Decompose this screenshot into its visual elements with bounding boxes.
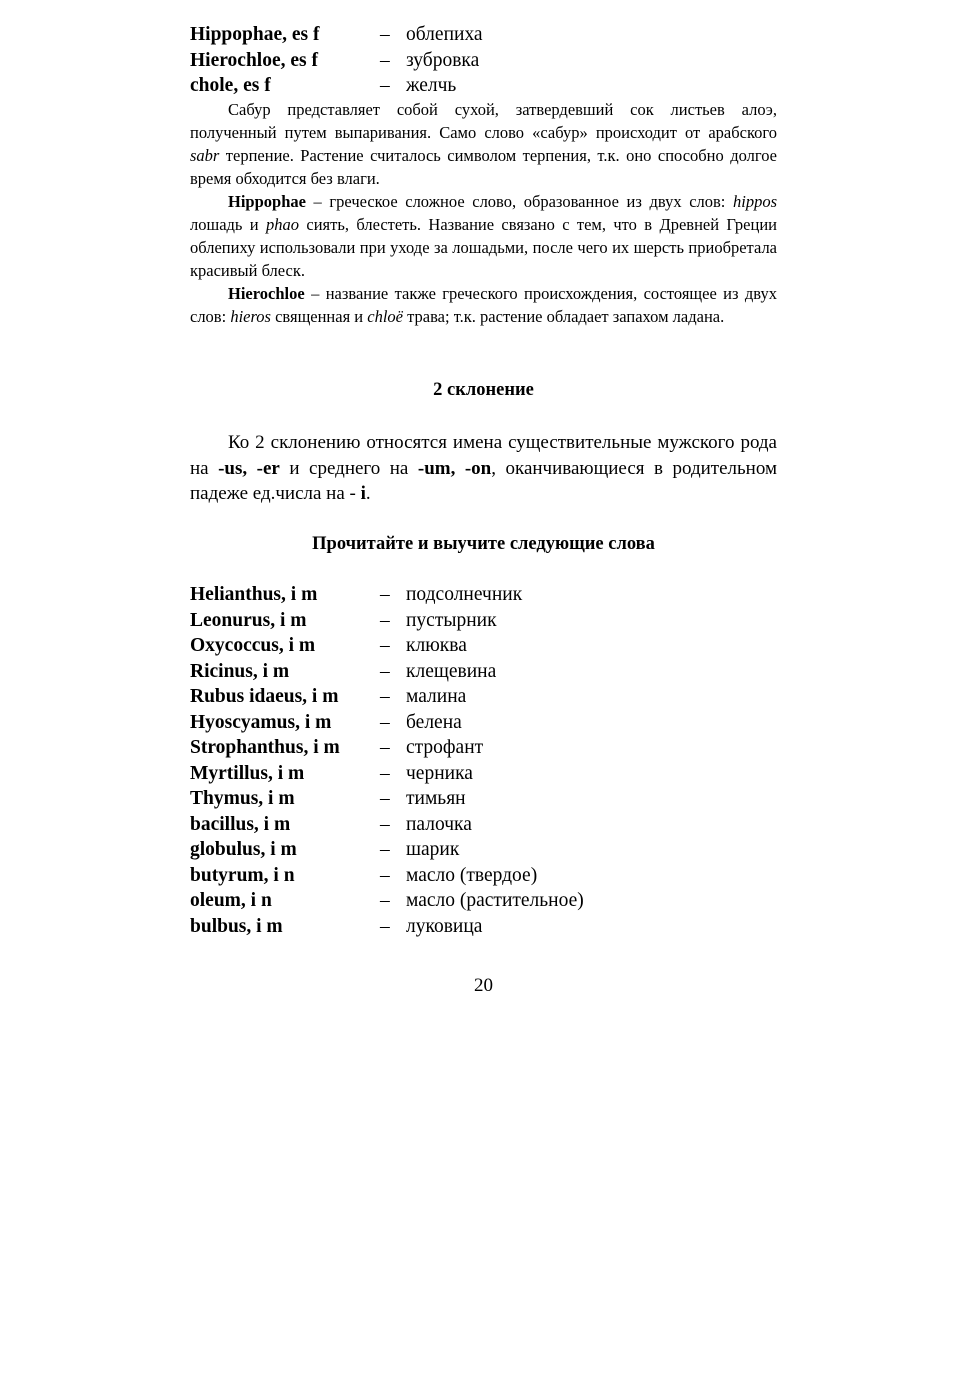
etymology-notes [190,98,777,328]
declension-paragraph [190,430,777,507]
vocab-row [190,888,790,914]
vocab-meaning: малина [406,686,467,707]
vocab-meaning: строфант [406,737,484,758]
vocab-term: Leonurus, i m [190,609,307,631]
vocab-term: Thymus, i m [190,788,295,809]
vocab-dash: – [380,75,390,96]
intro-text: . [365,483,371,504]
vocab-dash: – [380,609,390,631]
vocab-dash: – [380,737,390,758]
study-heading: Прочитайте и выучите следующие слова [312,534,655,554]
vocab-dash: – [380,49,390,71]
vocab-row [190,22,790,48]
vocab-dash: – [380,660,390,682]
page-number: 20 [474,975,493,996]
intro-text: Ко 2 склонению относятся имена существительные мужского рода на [190,432,777,479]
vocab-dash: – [380,686,390,707]
vocab-dash: – [380,762,390,784]
vocab-list-top [190,22,790,99]
note-text: Сабур представляет собой сухой, затвердевший сок листьев алоэ, полученный путем выпаривания. Само слово «сабур» происходит от арабского [190,100,777,142]
vocab-meaning: клюква [406,635,467,656]
vocab-meaning: подсолнечник [406,584,523,605]
note-text: терпение. Растение считалось символом терпения, т.к. оно способно долгое время обходится без влаги. [190,146,777,188]
vocab-row [190,633,790,659]
note-text: священная и [270,307,368,326]
vocab-dash: – [380,864,390,886]
vocab-row [190,73,790,99]
note-paragraph-sabur [190,98,777,190]
vocab-term: oleum, i n [190,890,272,911]
vocab-term: Ricinus, i m [190,660,290,682]
vocab-meaning: клещевина [406,660,497,682]
vocab-meaning: желчь [406,75,457,96]
note-italic-term: phao [266,215,300,234]
intro-text: и среднего на [279,457,418,479]
vocab-row [190,914,790,940]
vocab-dash: – [380,915,390,937]
vocab-row [190,761,790,787]
note-paragraph-hippophae [190,190,777,282]
vocab-term: bulbus, i m [190,915,283,937]
vocab-dash: – [380,788,390,809]
vocab-row [190,582,790,608]
vocab-term: Hippophae, es f [190,24,320,45]
vocab-row [190,608,790,634]
vocab-row [190,837,790,863]
vocab-dash: – [380,890,390,911]
vocab-row [190,735,790,761]
vocab-dash: – [380,635,390,656]
vocab-meaning: черника [406,762,473,784]
intro-bold-ending: -um, -on [417,457,492,479]
vocab-term: Strophanthus, i m [190,737,340,758]
vocab-row [190,786,790,812]
note-text: – название также греческого происхождения, состоящее из двух слов: [190,284,777,326]
section-heading: 2 склонение [433,380,534,400]
note-italic-term: hieros [230,307,271,326]
note-italic-term: hippos [732,192,777,211]
vocab-term: Myrtillus, i m [190,762,305,784]
note-text: лошадь и [190,215,267,234]
vocab-meaning: белена [406,711,462,733]
vocab-meaning: тимьян [406,788,466,809]
intro-bold-ending: -us, -er [218,457,280,479]
intro-text: , оканчивающиеся в родительном падеже ед.числа на - [190,457,777,504]
note-bold-term: Hierochloe [228,284,305,303]
vocab-row [190,48,790,74]
vocab-meaning: пустырник [406,609,497,631]
note-text: трава; т.к. растение обладает запахом ладана. [402,307,725,326]
vocab-term: bacillus, i m [190,813,291,835]
vocab-term: globulus, i m [190,839,297,860]
note-italic-term: sabr [190,146,220,165]
note-paragraph-hierochloe [190,282,777,328]
vocab-term: Rubus idaeus, i m [190,686,339,707]
note-text: – греческое сложное слово, образованное из двух слов: [305,192,733,211]
vocab-row [190,863,790,889]
vocab-row [190,659,790,685]
vocab-meaning: масло (твердое) [406,864,538,886]
vocab-dash: – [380,24,390,45]
vocab-term: Helianthus, i m [190,584,318,605]
vocab-row [190,684,790,710]
vocab-term: Oxycoccus, i m [190,635,316,656]
vocab-term: Hyoscyamus, i m [190,711,332,733]
vocab-meaning: шарик [406,839,460,860]
vocab-dash: – [380,839,390,860]
vocab-meaning: палочка [406,813,472,835]
vocab-term: chole, es f [190,75,271,96]
note-text: сиять, блестеть. Название связано с тем, что в Древней Греции облепиху использовали при уходе за лошадьми, после чего их шерсть приобретала красивый блеск. [190,215,777,280]
vocab-meaning: облепиха [406,24,483,45]
vocab-meaning: масло (растительное) [406,890,584,911]
vocab-dash: – [380,584,390,605]
vocab-meaning: зубровка [406,49,480,71]
note-bold-term: Hippophae [228,192,306,211]
note-italic-term: chloë [367,307,403,326]
vocab-list-bottom [190,582,790,939]
vocab-meaning: луковица [406,915,483,937]
declension-intro [190,430,777,507]
vocab-row [190,710,790,736]
vocab-term: butyrum, i n [190,864,295,886]
vocab-dash: – [380,711,390,733]
vocab-row [190,812,790,838]
intro-bold-ending: i [360,483,366,504]
vocab-term: Hierochloe, es f [190,49,318,71]
vocab-dash: – [380,813,390,835]
